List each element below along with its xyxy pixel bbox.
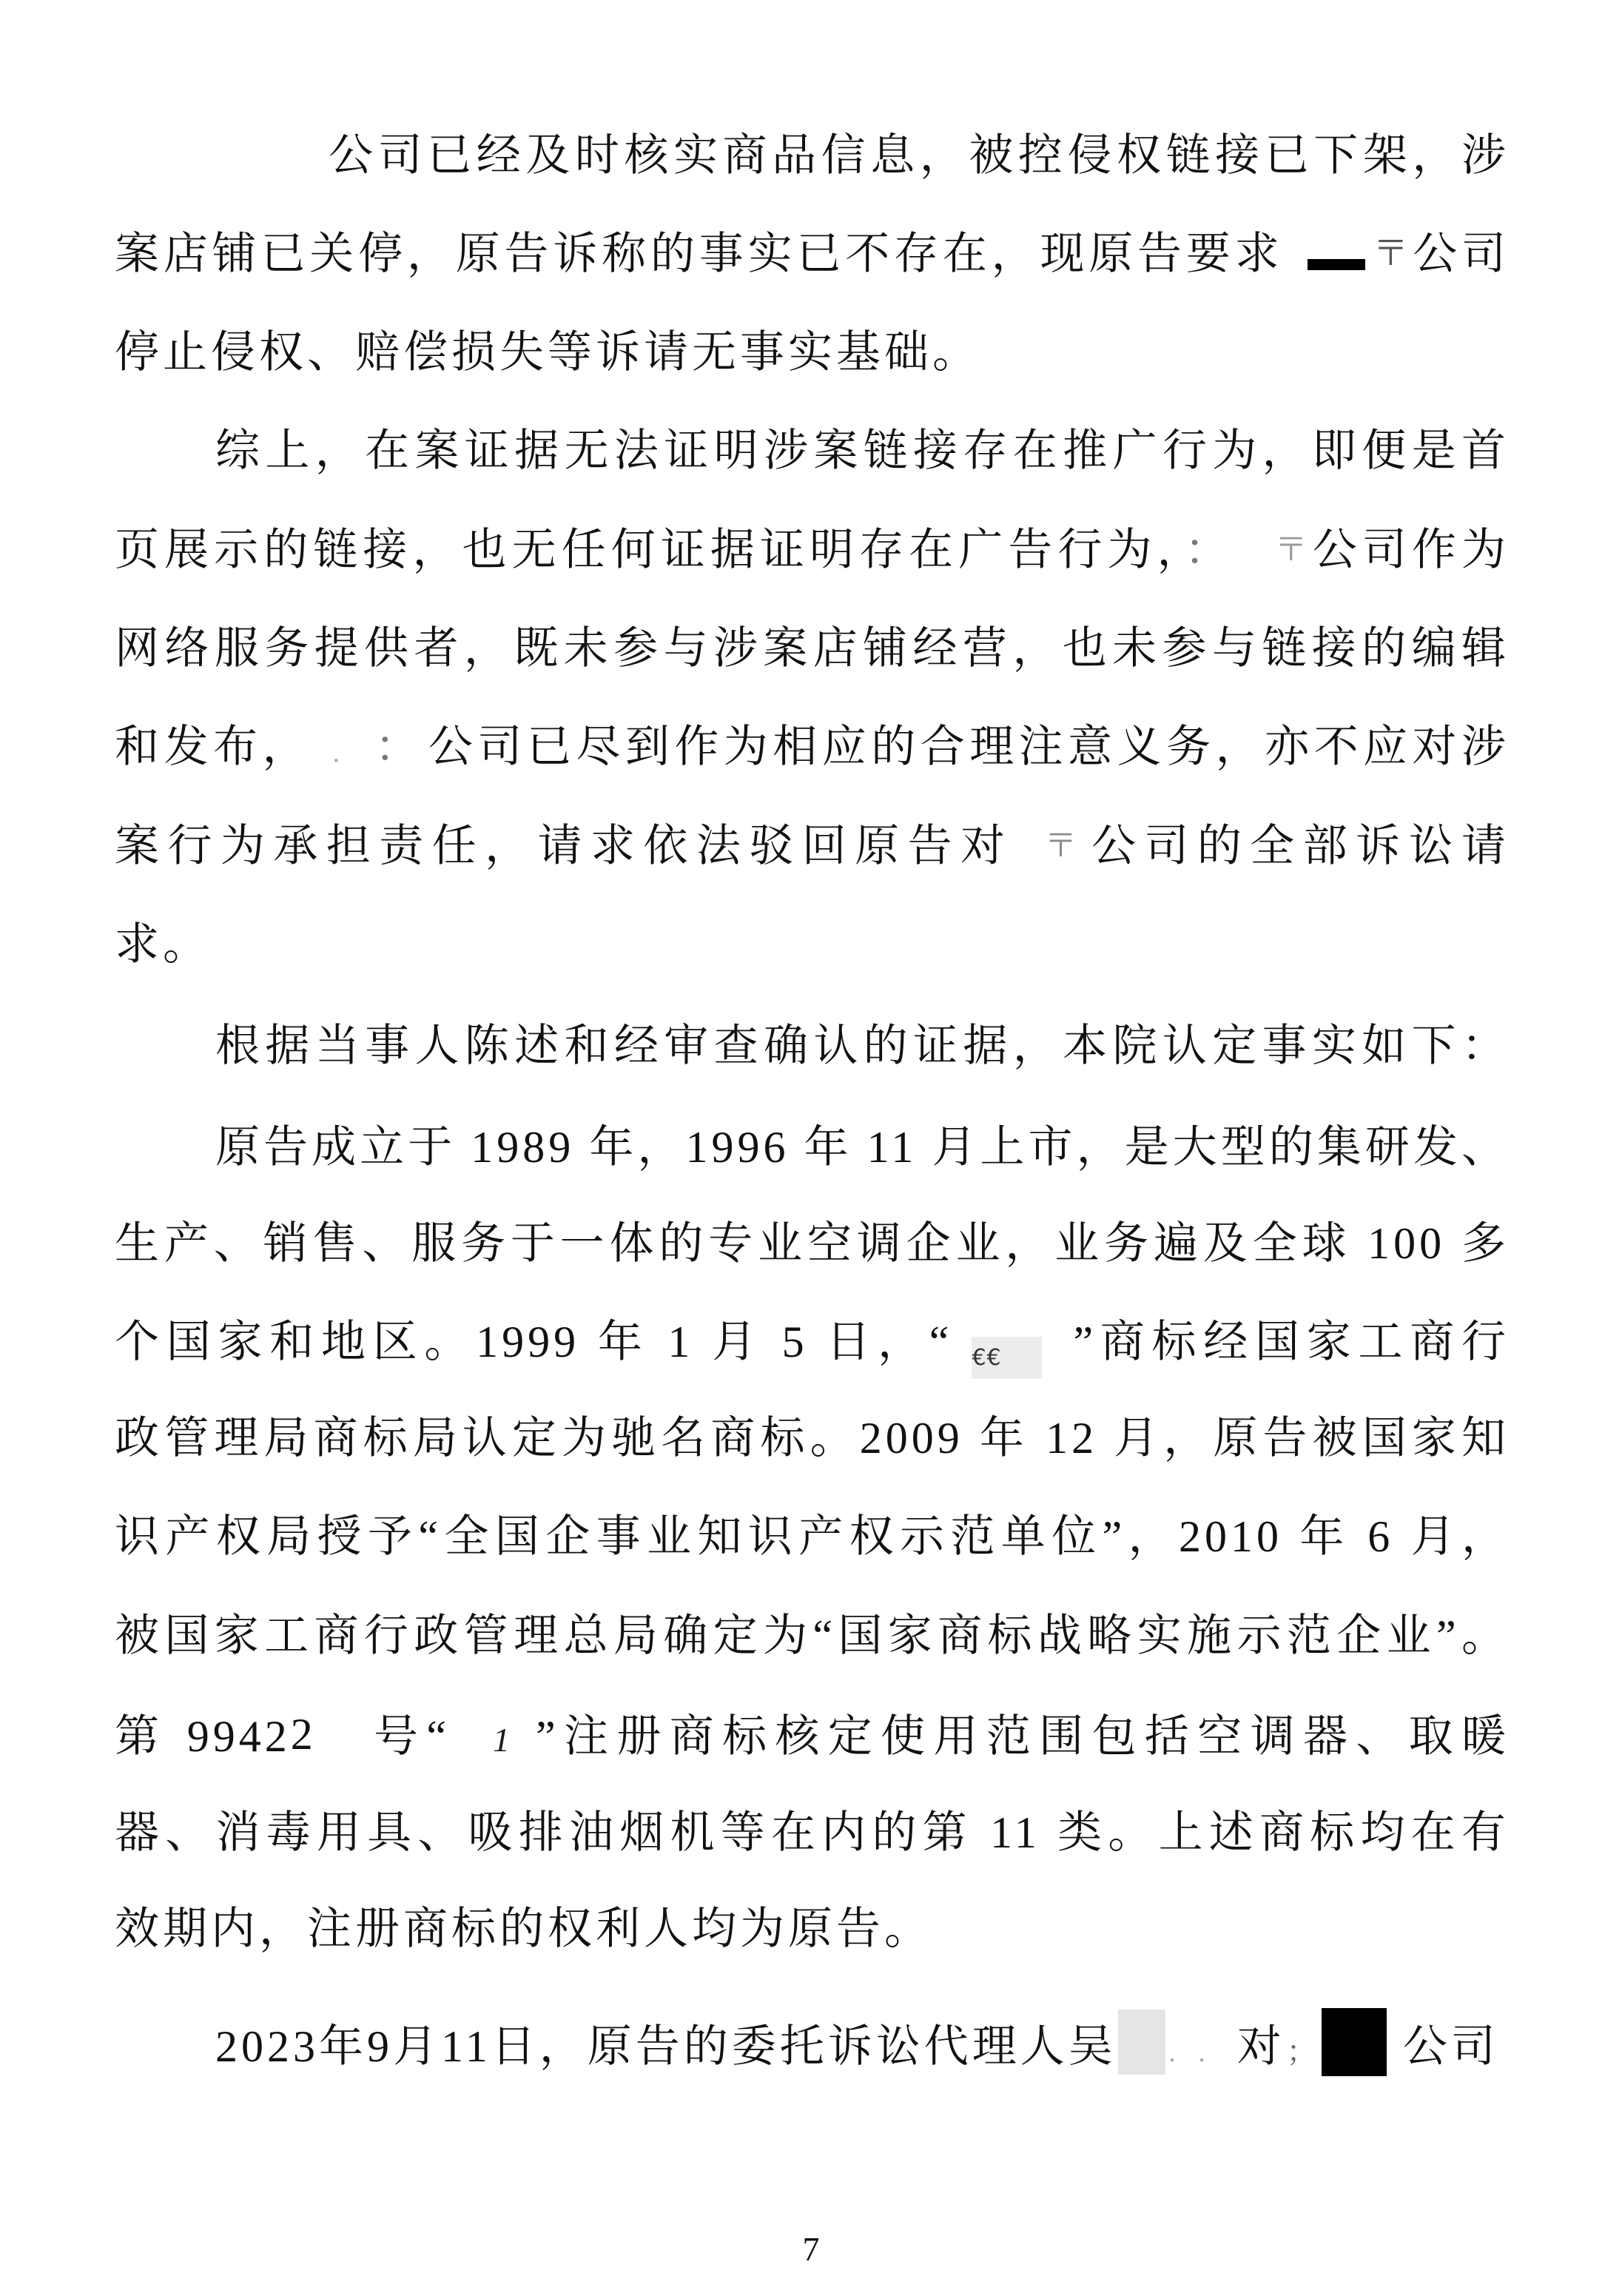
doc-line-5 xyxy=(115,526,1510,574)
doc-line-19: 效期内，注册商标的权利人均为原告。 xyxy=(115,1904,932,1953)
doc-line-8-text-b: 公司的全部诉讼请 xyxy=(1091,822,1510,870)
doc-line-14: 政管理局商标局认定为驰名商标。2009 年 12 月，原告被国家知 xyxy=(115,1414,1510,1463)
doc-line-7 xyxy=(115,722,1510,779)
doc-line-17 xyxy=(115,1712,1510,1765)
redaction-remnant: ： xyxy=(374,722,424,771)
doc-line-20-text-c: 公司 xyxy=(1402,2022,1499,2071)
redaction-remnant: ． xyxy=(1168,2040,1185,2067)
redaction-remnant: ： xyxy=(1184,526,1234,574)
doc-line-13-text-a: 个国家和地区。1999 年 1 月 5 日，“ xyxy=(115,1317,953,1366)
doc-line-13 xyxy=(115,1317,1510,1379)
doc-line-15: 识产权局授予“全国企事业知识产权示范单位”，2010 年 6 月， xyxy=(115,1512,1510,1561)
doc-line-6: 网络服务提供者，既未参与涉案店铺经营，也未参与链接的编辑 xyxy=(115,624,1510,673)
doc-line-17-text-c: ”注册商标核定使用范围包括空调器、取暖 xyxy=(536,1712,1510,1761)
redaction-gray-box xyxy=(1118,2010,1165,2075)
redaction-remnant: ； xyxy=(1286,2035,1320,2068)
redaction-remnant: 〒 xyxy=(1274,531,1313,568)
doc-line-20-text-a: 2023年9月11日，原告的委托诉讼代理人吴 xyxy=(215,2022,1117,2071)
trademark-redaction-box: €€ xyxy=(972,1337,1042,1379)
redaction-remnant: 〒 xyxy=(1044,828,1086,864)
doc-line-7-text-b: 公司已尽到作为相应的合理注意义务，亦不应对涉 xyxy=(428,722,1510,771)
redaction-remnant: 〒 xyxy=(1372,234,1413,273)
redaction-remnant: ． xyxy=(1197,2040,1227,2067)
redaction-black-bar xyxy=(1308,259,1365,270)
redaction-remnant: 1 xyxy=(493,1721,514,1759)
doc-line-1: 公司已经及时核实商品信息，被控侵权链接已下架，涉 xyxy=(329,131,1510,180)
doc-line-2 xyxy=(115,229,1510,278)
doc-line-5-text-a: 页展示的链接，也无任何证据证明存在广告行为， xyxy=(115,526,1185,574)
doc-line-11: 原告成立于 1989 年，1996 年 11 月上市，是大型的集研发、 xyxy=(215,1123,1510,1172)
doc-line-9: 求。 xyxy=(115,920,211,969)
doc-line-7-text-a: 和发布， xyxy=(115,722,289,771)
doc-line-4: 综上，在案证据无法证明涉案链接存在推广行为，即便是首 xyxy=(215,426,1510,475)
doc-line-20-text-b: 对 xyxy=(1236,2022,1285,2071)
doc-line-2-text-b: 公司 xyxy=(1413,229,1510,278)
redaction-partial-digit: 2 xyxy=(290,1710,317,1759)
doc-line-18: 器、消毒用具、吸排油烟机等在内的第 11 类。上述商标均在有 xyxy=(115,1808,1510,1857)
doc-line-8 xyxy=(115,822,1510,870)
doc-line-20 xyxy=(115,2008,1510,2078)
redaction-remnant: ． xyxy=(332,740,350,768)
doc-line-10: 根据当事人陈述和经审查确认的证据，本院认定事实如下： xyxy=(215,1021,1510,1070)
doc-line-17-text-b: 号“ xyxy=(369,1712,451,1761)
doc-line-12: 生产、销售、服务于一体的专业空调企业，业务遍及全球 100 多 xyxy=(115,1219,1510,1268)
doc-line-3: 停止侵权、赔偿损失等诉请无事实基础。 xyxy=(115,328,980,377)
doc-line-17-text-a: 第 9942 xyxy=(115,1712,291,1761)
page-number: 7 xyxy=(802,2230,820,2268)
doc-line-8-text-a: 案行为承担责任，请求依法驳回原告对 xyxy=(115,822,1014,870)
doc-line-16: 被国家工商行政管理总局确定为“国家商标战略实施示范企业”。 xyxy=(115,1611,1510,1660)
redaction-black-box xyxy=(1322,2008,1387,2076)
doc-line-2-text-a: 案店铺已关停，原告诉称的事实已不存在，现原告要求 xyxy=(115,229,1284,278)
doc-line-13-text-b: ”商标经国家工商行 xyxy=(1073,1317,1510,1366)
doc-line-5-text-b: 公司作为 xyxy=(1312,526,1510,574)
